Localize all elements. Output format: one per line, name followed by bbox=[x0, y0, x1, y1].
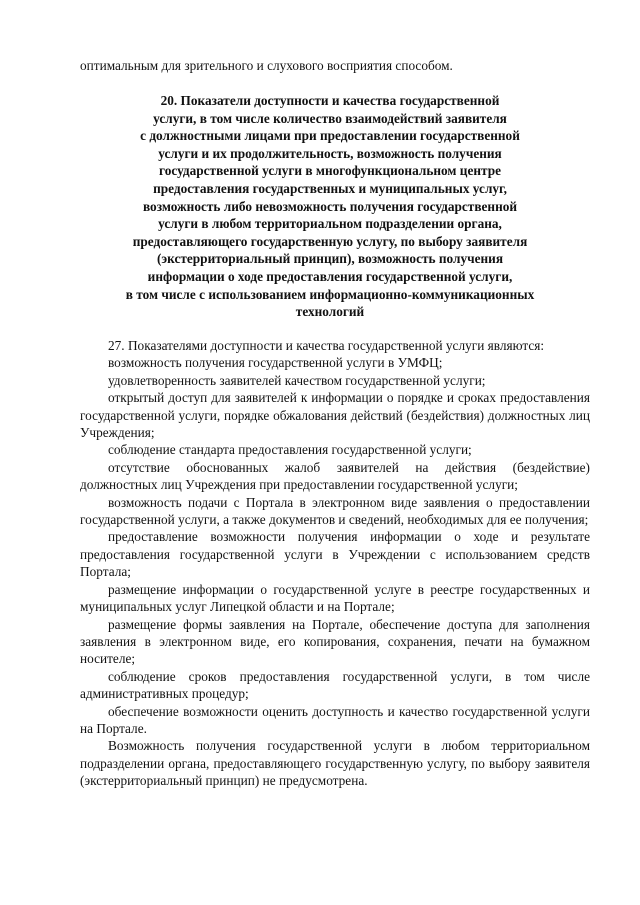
heading-line: (экстерриториальный принцип), возможность получения bbox=[156, 251, 504, 267]
list-item: отсутствие обоснованных жалоб заявителей на действия (бездействие) должностных лиц Учреждения при предоставлении государственной услуги; bbox=[80, 459, 590, 493]
body-text bbox=[80, 337, 590, 790]
heading-line: предоставления государственных и муниципальных услуг, bbox=[153, 180, 507, 196]
heading-line: услуги и их продолжительность, возможность получения bbox=[158, 145, 502, 161]
closing-paragraph: Возможность получения государственной услуги в любом территориальном подразделении органа, предоставляющего государственную услугу, по выбору заявителя (экстерриториальный принцип) не предусмотрена. bbox=[80, 738, 590, 789]
heading-line: государственной услуги в многофункциональном центре bbox=[158, 163, 502, 179]
list-item: размещение информации о государственной услуге в реестре государственных и муниципальных услуг Липецкой области и на Портале; bbox=[80, 581, 590, 615]
list-item: соблюдение стандарта предоставления государственной услуги; bbox=[108, 442, 472, 458]
paragraph-27: 27. Показателями доступности и качества государственной услуги являются: bbox=[108, 338, 545, 353]
heading-line: технологий bbox=[295, 304, 365, 320]
list-item: соблюдение сроков предоставления государственной услуги, в том числе административных процедур; bbox=[80, 668, 590, 702]
heading-line: в том числе с использованием информационно-коммуникационных bbox=[125, 286, 535, 302]
heading-line: 20. Показатели доступности и качества государственной bbox=[160, 93, 500, 108]
list-item: удовлетворенность заявителей качеством государственной услуги; bbox=[108, 372, 486, 388]
heading-line: информации о ходе предоставления государственной услуги, bbox=[147, 268, 513, 284]
list-item: возможность подачи с Портала в электронном виде заявления о предоставлении государственной услуги, а также документов и сведений, необходимых для ее получения; bbox=[80, 494, 590, 528]
heading-line: предоставляющего государственную услугу, по выбору заявителя bbox=[132, 233, 528, 249]
continuation-line: оптимальным для зрительного и слухового восприятия способом. bbox=[80, 58, 453, 73]
list-item: открытый доступ для заявителей к информации о порядке и сроках предоставления государственной услуги, порядке обжалования действий (бездействия) должностных лиц Учреждения; bbox=[80, 390, 590, 441]
section-heading bbox=[70, 92, 590, 321]
list-item: возможность получения государственной услуги в УМФЦ; bbox=[108, 355, 443, 371]
heading-line: услуги в любом территориальном подразделении органа, bbox=[158, 216, 502, 232]
list-item: обеспечение возможности оценить доступность и качество государственной услуги на Портале. bbox=[80, 703, 590, 736]
heading-line: возможность либо невозможность получения государственной bbox=[142, 198, 518, 214]
heading-line: услуги, в том числе количество взаимодействий заявителя bbox=[153, 110, 507, 126]
heading-line: с должностными лицами при предоставлении государственной bbox=[140, 128, 520, 144]
list-item: размещение формы заявления на Портале, обеспечение доступа для заполнения заявления в электронном виде, его копирования, сохранения, печати на бумажном носителе; bbox=[80, 616, 590, 667]
list-item: предоставление возможности получения информации о ходе и результате предоставления государственной услуги в Учреждении с использованием средств Портала; bbox=[80, 529, 590, 580]
